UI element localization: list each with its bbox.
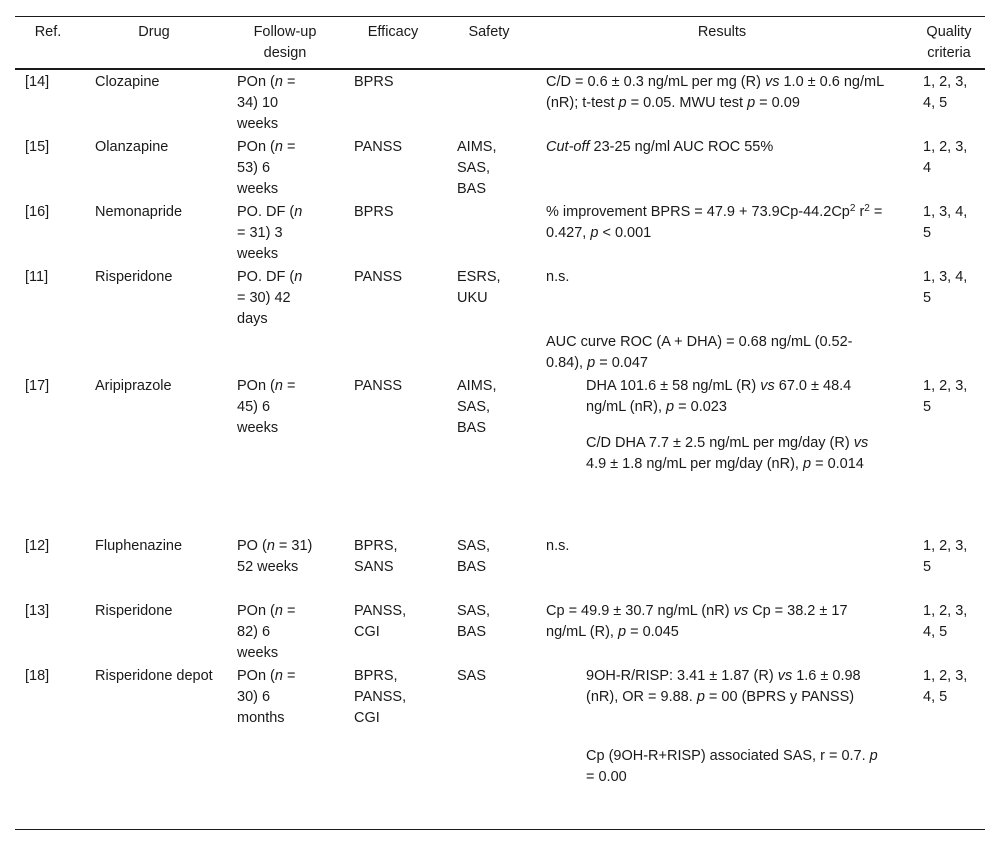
- drug-cell: Fluphenazine: [95, 538, 183, 554]
- safety-cell: SAS: [457, 668, 487, 684]
- results-cell: [546, 536, 888, 557]
- result-text-segment: p: [590, 225, 599, 241]
- bottom-rule: [15, 829, 985, 830]
- drug-cell: Risperidone depot: [95, 668, 213, 684]
- header-followup: Follow-up design: [253, 24, 317, 61]
- drug-cell: Risperidone: [95, 603, 173, 619]
- safety-cell: ESRS, UKU: [457, 269, 501, 306]
- result-text-segment: Cp (9OH-R+RISP) associated SAS, r = 0.7.: [586, 748, 870, 764]
- followup-text: = 53) 6 weeks: [237, 139, 296, 197]
- result-text-segment: 2: [849, 203, 856, 214]
- header-efficacy: Efficacy: [367, 24, 419, 40]
- result-text-segment: Cut-off: [546, 139, 590, 155]
- followup-n: n: [294, 269, 303, 285]
- drug-cell: Olanzapine: [95, 139, 169, 155]
- result-text-segment: % improvement BPRS = 47.9 + 73.9Cp-44.2Cp: [546, 204, 850, 220]
- followup-text: PO. DF (: [237, 269, 295, 285]
- followup-text: = 30) 42 days: [237, 290, 291, 327]
- result-text-segment: p: [617, 624, 627, 640]
- followup-text: PO. DF (: [237, 204, 295, 220]
- result-text-segment: = 0.427,: [546, 204, 883, 241]
- ref-cell: [11]: [25, 269, 49, 285]
- header-safety: Safety: [468, 24, 510, 40]
- followup-text: = 30) 6 months: [237, 668, 296, 726]
- result-text-segment: 1.6 ± 0.98 (nR), OR = 9.88.: [586, 668, 861, 705]
- result-text-segment: vs: [764, 74, 780, 90]
- efficacy-cell: PANSS: [354, 269, 403, 285]
- quality-cell: 1, 2, 3, 5: [923, 378, 968, 415]
- followup-text: POn (: [237, 378, 275, 394]
- result-text-segment: < 0.001: [598, 225, 652, 241]
- result-text-segment: n.s.: [546, 269, 570, 285]
- result-text-segment: = 0.00: [586, 769, 627, 785]
- ref-cell: [14]: [25, 74, 50, 90]
- results-cell: [546, 601, 888, 643]
- result-text-segment: r: [855, 204, 865, 220]
- followup-cell: [237, 601, 313, 664]
- header-results: Results: [697, 24, 747, 40]
- efficacy-cell: BPRS: [354, 74, 394, 90]
- efficacy-cell: BPRS: [354, 204, 394, 220]
- followup-text: POn (: [237, 74, 275, 90]
- followup-n: n: [294, 204, 303, 220]
- result-text-segment: vs: [853, 435, 869, 451]
- drug-cell: Risperidone: [95, 269, 173, 285]
- result-text-segment: 1.0 ± 0.6 ng/mL (nR); t-test: [546, 74, 884, 111]
- quality-cell: 1, 3, 4, 5: [923, 204, 968, 241]
- followup-cell: [237, 72, 313, 135]
- followup-n: n: [274, 74, 283, 90]
- result-text-segment: p: [869, 748, 878, 764]
- quality-cell: 1, 2, 3, 4, 5: [923, 603, 968, 640]
- result-text-segment: = 0.045: [626, 624, 679, 640]
- results-cell: [586, 433, 886, 475]
- quality-cell: 1, 3, 4, 5: [923, 269, 968, 306]
- efficacy-cell: PANSS, CGI: [354, 603, 407, 640]
- header-drug: Drug: [138, 24, 170, 40]
- followup-text: = 31) 3 weeks: [237, 225, 283, 262]
- result-text-segment: DHA 101.6 ± 58 ng/mL (R): [586, 378, 761, 394]
- ref-cell: [16]: [25, 204, 50, 220]
- quality-cell: 1, 2, 3, 4: [923, 139, 968, 176]
- quality-cell: 1, 2, 3, 4, 5: [923, 74, 968, 111]
- results-cell: [586, 746, 886, 788]
- safety-cell: AIMS, SAS, BAS: [457, 378, 497, 436]
- header-rule: [15, 68, 985, 70]
- result-text-segment: 2: [864, 203, 870, 214]
- result-text-segment: = 0.023: [674, 399, 727, 415]
- result-text-segment: p: [587, 355, 596, 371]
- followup-n: n: [274, 668, 283, 684]
- results-cell: [546, 72, 888, 114]
- followup-cell: [237, 202, 313, 265]
- ref-cell: [13]: [25, 603, 50, 619]
- followup-n: n: [274, 378, 283, 394]
- ref-cell: [17]: [25, 378, 50, 394]
- quality-cell: 1, 2, 3, 4, 5: [923, 668, 968, 705]
- result-text-segment: = 0.09: [755, 95, 800, 111]
- followup-cell: [237, 536, 313, 578]
- efficacy-cell: BPRS, PANSS, CGI: [354, 668, 407, 726]
- followup-text: POn (: [237, 603, 275, 619]
- followup-text: = 31) 52 weeks: [237, 538, 313, 575]
- result-text-segment: p: [802, 456, 812, 472]
- safety-cell: SAS, BAS: [457, 538, 491, 575]
- followup-cell: [237, 137, 313, 200]
- drug-cell: Aripiprazole: [95, 378, 172, 394]
- header-ref: Ref.: [34, 24, 62, 40]
- result-text-segment: = 0.05. MWU test: [626, 95, 748, 111]
- followup-text: POn (: [237, 139, 275, 155]
- result-text-segment: C/D = 0.6 ± 0.3 ng/mL per mg (R): [546, 74, 765, 90]
- quality-cell: 1, 2, 3, 5: [923, 538, 968, 575]
- results-cell: [546, 137, 888, 158]
- results-cell: [546, 332, 888, 374]
- results-cell: [546, 202, 888, 244]
- followup-text: PO (: [237, 538, 267, 554]
- result-text-segment: n.s.: [546, 538, 570, 554]
- safety-cell: SAS, BAS: [457, 603, 491, 640]
- result-text-segment: vs: [760, 378, 775, 394]
- followup-n: n: [274, 603, 283, 619]
- efficacy-cell: PANSS: [354, 378, 403, 394]
- results-cell: [586, 666, 886, 708]
- result-text-segment: 23-25 ng/ml AUC ROC 55%: [589, 139, 774, 155]
- results-cell: [586, 376, 886, 418]
- result-text-segment: Cp = 38.2 ± 17 ng/mL (R),: [546, 603, 848, 640]
- drug-cell: Nemonapride: [95, 204, 183, 220]
- result-text-segment: = 00 (BPRS y PANSS): [704, 689, 855, 705]
- ref-cell: [12]: [25, 538, 50, 554]
- followup-n: n: [274, 139, 283, 155]
- followup-text: = 45) 6 weeks: [237, 378, 296, 436]
- result-text-segment: = 0.047: [595, 355, 648, 371]
- followup-cell: [237, 376, 313, 439]
- drug-cell: Clozapine: [95, 74, 160, 90]
- followup-cell: [237, 267, 313, 330]
- result-text-segment: p: [666, 399, 675, 415]
- result-text-segment: p: [696, 689, 705, 705]
- header-quality: Quality criteria: [926, 24, 972, 61]
- result-text-segment: AUC curve ROC (A + DHA) = 0.68 ng/mL (0.52-0.84),: [546, 334, 853, 371]
- result-text-segment: Cp = 49.9 ± 30.7 ng/mL (nR): [546, 603, 734, 619]
- safety-cell: AIMS, SAS, BAS: [457, 139, 497, 197]
- followup-cell: [237, 666, 313, 729]
- result-text-segment: = 0.014: [811, 456, 864, 472]
- result-text-segment: C/D DHA 7.7 ± 2.5 ng/mL per mg/day (R): [586, 435, 854, 451]
- result-text-segment: 4.9 ± 1.8 ng/mL per mg/day (nR),: [586, 456, 803, 472]
- followup-text: = 34) 10 weeks: [237, 74, 296, 132]
- result-text-segment: p: [618, 95, 627, 111]
- top-rule: [15, 16, 985, 17]
- efficacy-cell: BPRS, SANS: [354, 538, 398, 575]
- followup-text: = 82) 6 weeks: [237, 603, 296, 661]
- ref-cell: [15]: [25, 139, 50, 155]
- result-text-segment: 9OH-R/RISP: 3.41 ± 1.87 (R): [586, 668, 778, 684]
- efficacy-cell: PANSS: [354, 139, 403, 155]
- followup-n: n: [266, 538, 275, 554]
- result-text-segment: 67.0 ± 48.4 ng/mL (nR),: [586, 378, 852, 415]
- followup-text: POn (: [237, 668, 275, 684]
- results-cell: [546, 267, 888, 288]
- ref-cell: [18]: [25, 668, 50, 684]
- result-text-segment: p: [747, 95, 756, 111]
- result-text-segment: vs: [733, 603, 749, 619]
- result-text-segment: vs: [777, 668, 793, 684]
